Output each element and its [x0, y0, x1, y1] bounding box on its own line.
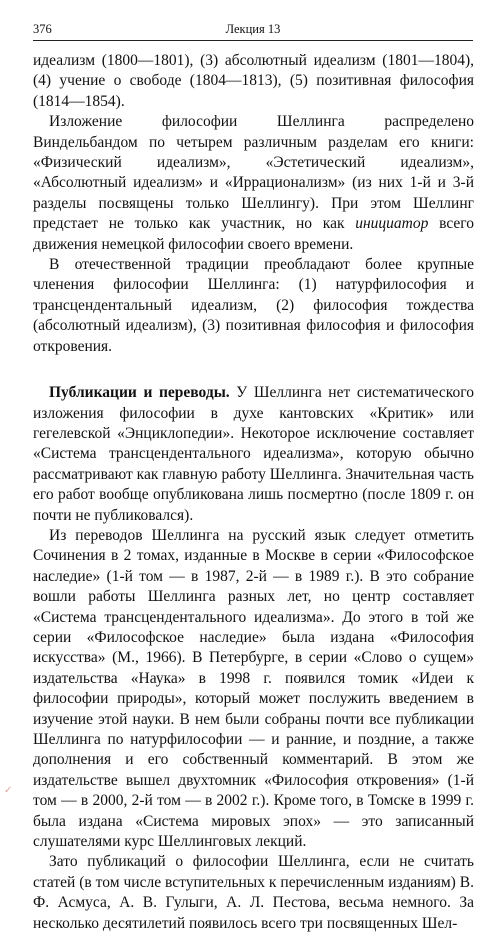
paragraph-periodization-end: идеализм (1800—1801), (3) абсолютный идеализм (1801—1804), (4) учение о свободе (1804—1813), (5) позитивная философия (1814—1854).	[33, 52, 474, 110]
windelband-text-part-1: Изложение философии Шеллинга распределено Виндельбандом по четырем различным разделам его книги: «Физический идеализм», «Эстетический идеализм», «Абсолютный идеализм» и «Иррационализм» (из них 1-й и 3-й разделы посвящены только Шеллингу). При этом Шеллинг предстает не только как участник, но как	[33, 113, 474, 233]
paragraph-publications	[33, 383, 474, 526]
paragraph-russian-tradition: В отечественной традиции преобладают более крупные членения философии Шеллинга: (1) натурфилософия и трансцендентальный идеализм, (2) философия тождества (абсолютный идеализм), (3) позитивная философия и философия откровения.	[33, 256, 474, 355]
main-text	[33, 51, 474, 934]
paragraph-windelband	[33, 112, 474, 255]
paragraph-translations: Из переводов Шеллинга на русский язык следует отметить Сочинения в 2 томах, изданные в Москве в серии «Философское наследие» (1-й том — в 1987, 2-й — в 1989 г.). В это собрание вошли работы Шеллинга разных лет, но центр составляет «Система трансцендентального идеализма». До этого в той же серии «Философское наследие» была издана «Философия искусства» (М., 1966). В Петербурге, в серии «Слово о сущем» издательства «Наука» в 1998 г. появился томик «Идеи к философии природы», который может послужить введением в изучение этой науки. В нем были собраны почти все публикации Шеллинга по натурфилософии — и ранние, и поздние, а также дополнения и его собственный комментарий. В этом же издательстве вышел двухтомник «Философия откровения» (1-й том — в 2000, 2-й том — в 2002 г.). Кроме того, в Томске в 1999 г. была издана «Система мировых эпох» — это записанный слушателями курс Шеллинговых лекций.	[33, 526, 474, 851]
page-number: 376	[33, 22, 52, 36]
running-title: Лекция 13	[225, 22, 281, 36]
initiator-emphasis: инициатор	[355, 215, 429, 233]
paragraph-studies: Зато публикаций о философии Шеллинга, если не считать статей (в том числе вступительных к перечисленным изданиям) В. Ф. Асмуса, А. В. Гулыги, А. Л. Пестова, весьма немного. За несколько десятилетий появилось всего три посвященных Шел-	[33, 853, 474, 932]
publications-text: У Шеллинга нет систематического изложения философии в духе кантовских «Критик» или гегелевской «Энциклопедии». Некоторое исключение составляет «Система трансцендентального идеализма», которую обычно рассматривают как главную работу Шеллинга. Значительная часть его работ вообще опубликована лишь посмертно (после 1809 г. он почти не публиковался).	[33, 384, 474, 524]
windelband-text-part-2: всего движения немецкой философии своего времени.	[33, 215, 474, 253]
corner-mark-icon: ✓	[4, 785, 13, 796]
running-head	[33, 22, 473, 41]
section-heading-publications: Публикации и переводы.	[49, 384, 230, 402]
